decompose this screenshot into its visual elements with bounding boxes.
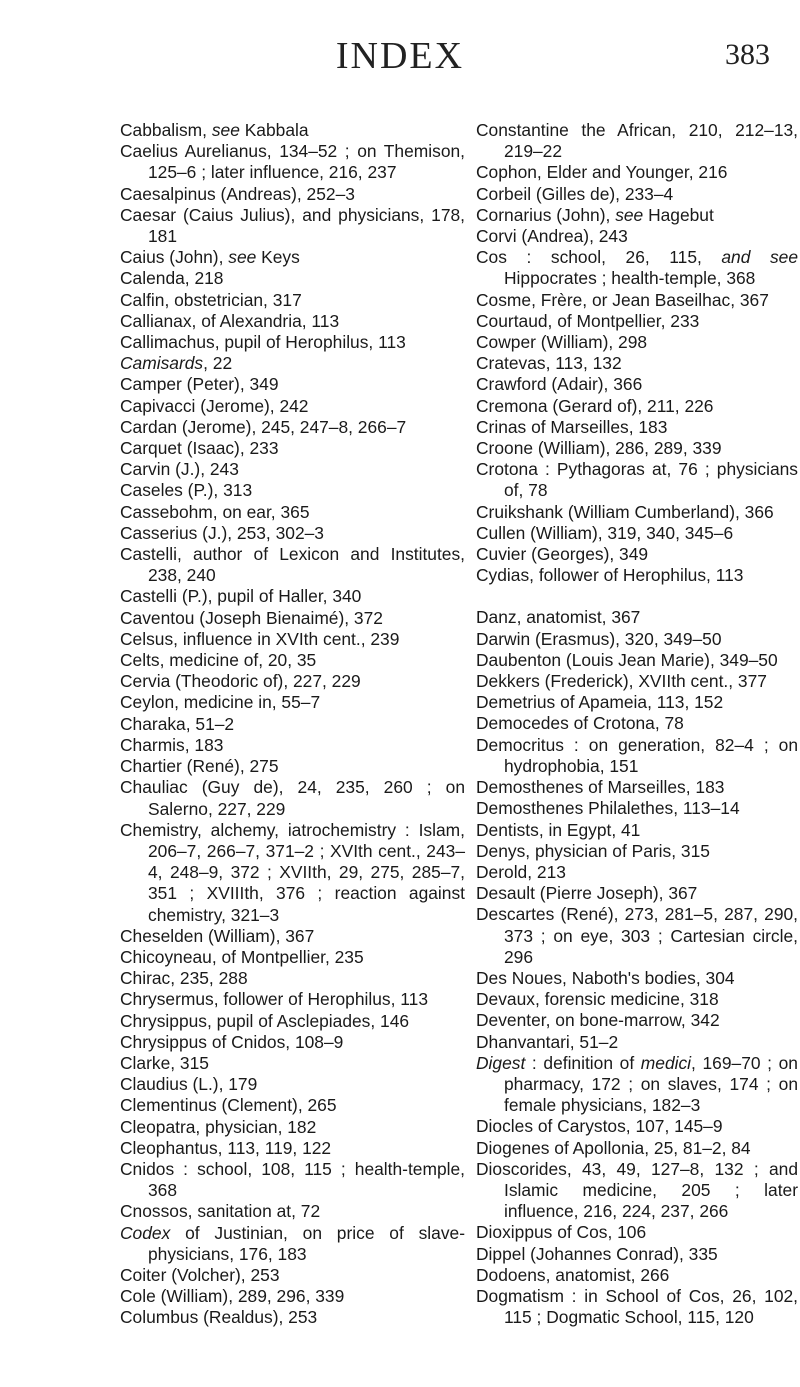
index-column-right (476, 120, 798, 1328)
index-entry: Corvi (Andrea), 243 (476, 226, 628, 247)
index-entry: Capivacci (Jerome), 242 (120, 395, 309, 416)
index-entry: Cydias, follower of Herophilus, 113 (476, 565, 744, 586)
index-entry: Caesar (Caius Julius), and physicians, 178, 181 (120, 204, 465, 247)
index-entry: Cophon, Elder and Younger, 216 (476, 162, 728, 183)
index-entry: Crawford (Adair), 366 (476, 374, 643, 395)
index-entry: Calenda, 218 (120, 268, 224, 289)
index-entry: Chirac, 235, 288 (120, 968, 248, 989)
index-entry: Cratevas, 113, 132 (476, 353, 622, 374)
index-entry: Cole (William), 289, 296, 339 (120, 1286, 345, 1307)
index-entry: Cosme, Frère, or Jean Baseilhac, 367 (476, 289, 769, 310)
index-entry: Demetrius of Apameia, 113, 152 (476, 692, 724, 713)
index-entry: Daubenton (Louis Jean Marie), 349–50 (476, 649, 778, 670)
index-entry: Claudius (L.), 179 (120, 1074, 258, 1095)
index-entry: Constantine the African, 210, 212–13, 219–22 (476, 120, 798, 162)
index-entry: Democritus : on generation, 82–4 ; on hydrophobia, 151 (476, 734, 798, 776)
index-entry: Dodoens, anatomist, 266 (476, 1264, 670, 1285)
index-entry: Charmis, 183 (120, 734, 224, 755)
index-entry: Desault (Pierre Joseph), 367 (476, 883, 698, 904)
index-entry: Chauliac (Guy de), 24, 235, 260 ; on Salerno, 227, 229 (120, 777, 465, 819)
index-entry: Dekkers (Frederick), XVIIth cent., 377 (476, 671, 767, 692)
index-entry: Diocles of Carystos, 107, 145–9 (476, 1116, 723, 1137)
index-entry: Descartes (René), 273, 281–5, 287, 290, 373 ; on eye, 303 ; Cartesian circle, 296 (476, 904, 798, 967)
index-column-left (120, 120, 465, 1329)
index-entry: Dioscorides, 43, 49, 127–8, 132 ; and Islamic medicine, 205 ; later influence, 216, 224, 237, 266 (476, 1158, 798, 1222)
index-entry: Crotona : Pythagoras at, 76 ; physicians of, 78 (476, 459, 798, 501)
index-entry: Chrysermus, follower of Herophilus, 113 (120, 989, 429, 1010)
index-entry: Cruikshank (William Cumberland), 366 (476, 501, 774, 522)
index-entry: Castelli, author of Lexicon and Institutes, 238, 240 (120, 544, 465, 586)
index-entry: Celsus, influence in XVIth cent., 239 (120, 628, 400, 649)
index-entry: Cullen (William), 319, 340, 345–6 (476, 522, 734, 543)
index-entry: Celts, medicine of, 20, 35 (120, 650, 317, 671)
index-entry: Cassebohm, on ear, 365 (120, 501, 310, 522)
index-entry: Derold, 213 (476, 861, 566, 882)
index-entry: Des Noues, Naboth's bodies, 304 (476, 967, 735, 988)
index-entry: Democedes of Crotona, 78 (476, 713, 684, 734)
index-entry: Caesalpinus (Andreas), 252–3 (120, 183, 355, 204)
index-entry: Clementinus (Clement), 265 (120, 1095, 337, 1116)
index-entry: Croone (William), 286, 289, 339 (476, 438, 722, 459)
index-entry: Cremona (Gerard of), 211, 226 (476, 395, 714, 416)
index-entry: Dhanvantari, 51–2 (476, 1031, 619, 1052)
index-entry: Camper (Peter), 349 (120, 374, 279, 395)
index-entry: Caelius Aurelianus, 134–52 ; on Themison, 125–6 ; later influence, 216, 237 (120, 141, 465, 183)
index-entry: Cardan (Jerome), 245, 247–8, 266–7 (120, 416, 407, 437)
index-entry: Dentists, in Egypt, 41 (476, 819, 641, 840)
index-entry: Danz, anatomist, 367 (476, 607, 641, 628)
index-entry: Dippel (Johannes Conrad), 335 (476, 1243, 718, 1264)
index-entry: Dioxippus of Cos, 106 (476, 1222, 647, 1243)
page-title: INDEX (335, 35, 465, 77)
section-gap (476, 586, 798, 607)
index-entry: Codex of Justinian, on price of slave-physicians, 176, 183 (120, 1222, 465, 1264)
index-entry: Corbeil (Gilles de), 233–4 (476, 183, 674, 204)
index-entry: Devaux, forensic medicine, 318 (476, 989, 719, 1010)
index-entry: Columbus (Realdus), 253 (120, 1307, 318, 1328)
index-entry: Casserius (J.), 253, 302–3 (120, 522, 324, 543)
index-entry: Cervia (Theodoric of), 227, 229 (120, 671, 361, 692)
index-entry: Chartier (René), 275 (120, 756, 279, 777)
index-entry: Cuvier (Georges), 349 (476, 544, 649, 565)
index-entry: Crinas of Marseilles, 183 (476, 416, 668, 437)
index-entry: Dogmatism : in School of Cos, 26, 102, 115 ; Dogmatic School, 115, 120 (476, 1285, 798, 1328)
index-entry: Caseles (P.), 313 (120, 480, 253, 501)
index-entry: Callianax, of Alexandria, 113 (120, 310, 340, 331)
index-entry: Caventou (Joseph Bienaimé), 372 (120, 607, 383, 628)
index-entry: Calfin, obstetrician, 317 (120, 289, 302, 310)
index-entry: Diogenes of Apollonia, 25, 81–2, 84 (476, 1137, 751, 1158)
index-entry: Chemistry, alchemy, iatrochemistry : Islam, 206–7, 266–7, 371–2 ; XVIth cent., 243–4, 248–9, 372 ; XVIIth, 29, 275, 285–7, 351 ; XVIIIth, 376 ; reaction against chemistry, 321–3 (120, 819, 465, 925)
index-entry: Cornarius (John), see Hagebut (476, 204, 714, 225)
index-entry: Demosthenes Philalethes, 113–14 (476, 798, 740, 819)
index-entry: Chicoyneau, of Montpellier, 235 (120, 946, 364, 967)
index-entry: Cnossos, sanitation at, 72 (120, 1201, 321, 1222)
index-entry: Cleopatra, physician, 182 (120, 1116, 317, 1137)
index-entry: Cnidos : school, 108, 115 ; health-temple, 368 (120, 1158, 465, 1201)
index-entry: Digest : definition of medici, 169–70 ; on pharmacy, 172 ; on slaves, 174 ; on female physicians, 182–3 (476, 1052, 798, 1116)
index-entry: Cleophantus, 113, 119, 122 (120, 1137, 332, 1158)
index-entry: Ceylon, medicine in, 55–7 (120, 692, 321, 713)
index-entry: Charaka, 51–2 (120, 713, 235, 734)
index-entry: Darwin (Erasmus), 320, 349–50 (476, 628, 722, 649)
index-entry: Deventer, on bone-marrow, 342 (476, 1010, 720, 1031)
index-entry: Carvin (J.), 243 (120, 459, 239, 480)
index-entry: Caius (John), see Keys (120, 247, 300, 268)
page-header (0, 30, 800, 80)
page-number: 383 (725, 38, 770, 71)
index-entry: Cowper (William), 298 (476, 332, 648, 353)
index-entry: Clarke, 315 (120, 1052, 209, 1073)
index-entry: Chrysippus, pupil of Asclepiades, 146 (120, 1010, 410, 1031)
index-entry: Cheselden (William), 367 (120, 925, 315, 946)
index-entry: Coiter (Volcher), 253 (120, 1264, 280, 1285)
index-entry: Cabbalism, see Kabbala (120, 120, 309, 140)
index-entry: Camisards, 22 (120, 353, 233, 374)
index-entry: Denys, physician of Paris, 315 (476, 840, 710, 861)
index-entry: Castelli (P.), pupil of Haller, 340 (120, 586, 362, 607)
index-entry: Chrysippus of Cnidos, 108–9 (120, 1031, 344, 1052)
index-entry: Callimachus, pupil of Herophilus, 113 (120, 332, 406, 353)
index-entry: Cos : school, 26, 115, and see Hippocrates ; health-temple, 368 (476, 247, 799, 289)
index-entry: Carquet (Isaac), 233 (120, 438, 279, 459)
index-entry: Demosthenes of Marseilles, 183 (476, 777, 725, 798)
index-entry: Courtaud, of Montpellier, 233 (476, 310, 700, 331)
